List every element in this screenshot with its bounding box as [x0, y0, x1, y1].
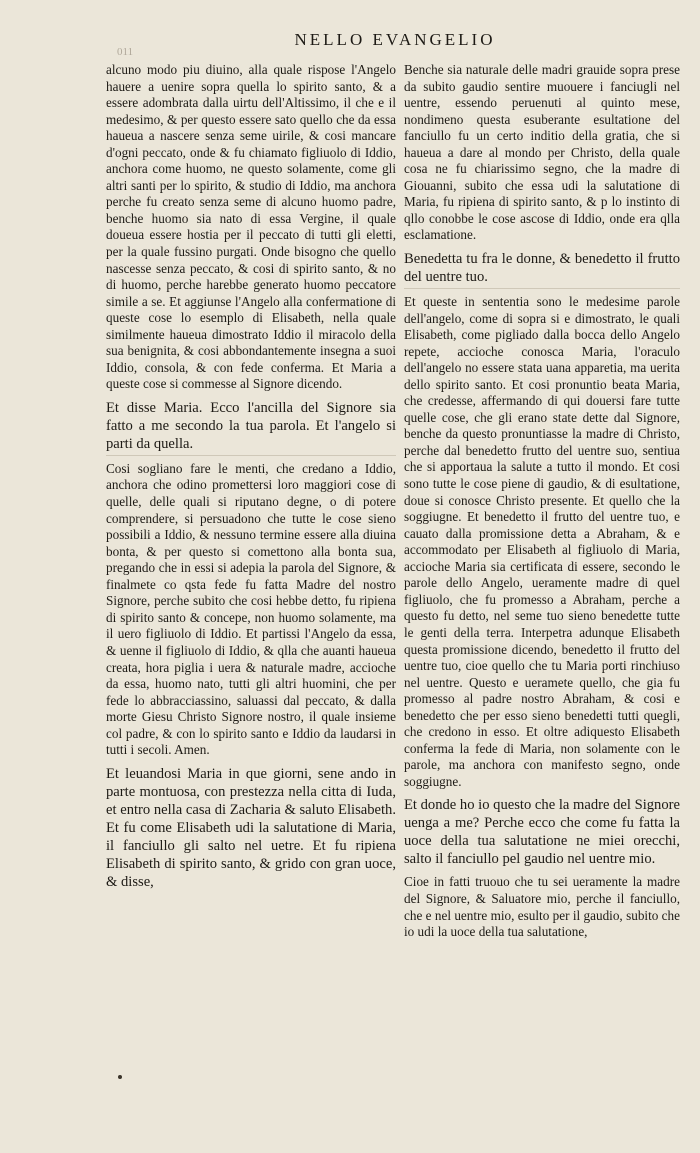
section-rule [404, 288, 680, 289]
commentary-paragraph: Cosi sogliano fare le menti, che credano a Iddio, anchora che odino promettersi loro maggiori cose di quelle, delle quali si riputano degne, o di potere comprendere, si persuadono che tutte le cose sieno possibili a Iddio, & nessuno termine essere alla diuina bonta, & per questo si comettono alla bonta sua, pregando che in essi si adepia la parola del Signore, & finalmete co qsta fede fu fatta Madre del nostro Signore, perche subito che cosi hebbe detto, fu ripiena di spirito santo & concepe, non huomo solamente, ma il uero figliuolo di Iddio. Et partissi l'Angelo da essa, & uenne il figliuolo di Iddio, & qlla che auanti haueua creata, hora piglia i uera & naturale madre, accioche da essa, huomo nato, tutti gli altri huomini, che per fede lo abbracciassino, saluassi dal peccato, & dalla morte Giesu Christo Signore nostro, il quale insieme col padre, & con lo spirito santo e Iddio da laudarsi in tutti i secoli. Amen. [106, 460, 396, 758]
running-title: NELLO EVANGELIO [294, 30, 496, 49]
gospel-verse: Et donde ho io questo che la madre del Signore uenga a me? Perche ecco che come fu fatta la uoce della tua salutatione ne miei orecchi, salto il fanciullo pel gaudio nel uentre mio. [404, 797, 680, 868]
commentary-paragraph: Cioe in fatti truouo che tu sei ueramente la madre del Signore, & Saluatore mio, perche il fanciullo, che e nel uentre mio, esulto per il gaudio, subito che io udi la uoce della tua salutatione, [404, 874, 680, 940]
gospel-verse: Benedetta tu fra le donne, & benedetto il frutto del uentre tuo. [404, 251, 680, 286]
gospel-verse: Et disse Maria. Ecco l'ancilla del Signore sia fatto a me secondo la tua parola. Et l'angelo si parti da quella. [106, 399, 396, 452]
commentary-paragraph: alcuno modo piu diuino, alla quale rispose l'Angelo hauere a uenire sopra quella lo spirito santo, & a essere adombrata dalla uirtu dell'Altissimo, il che e il medesimo, & per questo essere sato quello che da essa haueua a nascere senza seme uirile, & cosi mancare d'ogni peccato, onde & fu chiamato figliuolo di Iddio, anchora come huomo, ne questo solamente, come gli altri santi per lo spirito, & studio di Iddio, ma anchora perche fu creato senza seme di alcuno huomo padre, benche huomo sia nato di essa Vergine, il quale doueua essere hostia per il peccato di tutti gli eletti, per la quale fussino purgati. Onde bisogno che quello nascesse senza peccato, & cosi di spirito santo, & no di huomo, perche harebbe generato huomo peccatore simile a se. Et aggiunse l'Angelo alla confermatione di queste cose lo esemplo di Elisabeth, nella quale similmente haueua dimostrato Iddio il miracolo della sua benignita, & cosi abbondantemente insegna a suoi Iddio, consola, & con fede conferma. Et Maria a queste cose si commesse al Signore dicendo. [106, 62, 396, 392]
commentary-paragraph: Benche sia naturale delle madri grauide sopra prese da subito gaudio sentire muouere i fanciugli nel uentre, essendo peruenuti al quinto mese, nondimeno questa esuberante esultatione del fanciullo fu un certo inditio della gratia, che si haueua a dare al mondo per Christo, della quale cosa ne fu chiarissimo segno, che la madre di Giouanni, subito che essa udi la salutatione di Maria, fu ripiena di spirito santo, & p lo instinto di qllo conobbe le cose ascose di Iddio, onde era qlla esclamatione. [404, 62, 680, 243]
section-rule [106, 455, 396, 456]
folio-number: 011 [117, 46, 134, 58]
gospel-verse: Et leuandosi Maria in que giorni, sene ando in parte montuosa, con prestezza nella citta di Iuda, et entro nella casa di Zacharia & saluto Elisabeth. Et fu come Elisabeth udi la salutatione di Maria, il fanciullo gli salto nel uetre. Et fu ripiena Elisabeth di spirito santo, & grido con gran uoce, & disse, [106, 765, 396, 890]
left-column [106, 62, 396, 891]
commentary-paragraph: Et queste in sententia sono le medesime parole dell'angelo, come di sopra si e dimostrato, le quali Elisabeth, come pigliado dalla bocca dello Angelo repete, accioche conosca Maria, l'oraculo dell'angelo no essere stata uana apparetia, ma uerita dello spirito santo. Et cosi pronuntio beata Maria, che credesse, affermando di qui douersi fare tutte quelle cose, che gli erano state dette dal Signore, benche da questo pronuntiasse la madre di Christo, perche dal benedetto frutto del uentre suo, sentiua che si apportaua la salute a tutto il mondo. Et cosi sono tutte le cose piene di gaudio, & di esultatione, doue si conosce Christo presente. Et quello che la soggiugne. Et benedetto il frutto del uentre tuo, e cauato dalla promissione detta a Abraham, & e accommodato per Elisabeth al figliuolo di Maria, accioche Maria sia certificata di essere, secondo le parole dello Angelo, ueramente madre di quel figliuolo, che fu promesso a Abraham, perche a questo fu detto, nel seme tuo sieno benedette tutte le genti della terra. Interpetra adunque Elisabeth questa promissione dicendo, benedetto il frutto del uentre tuo, cioe quello che tu Maria porti rinchiuso nel uentre. Questo e ueramete quello, che gia fu promesso al padre nostro Abraham, & cosi e benedetto che per esso sieno benedetti tutti quegli, che credono in esso. Et oltre adiquesto Elisabeth conferma la fede di Maria, non solamente con le parole, ma anchora con manifesto segno, onde soggiugne. [404, 294, 680, 789]
right-column [404, 62, 680, 941]
printers-dot-ornament [118, 1075, 122, 1079]
